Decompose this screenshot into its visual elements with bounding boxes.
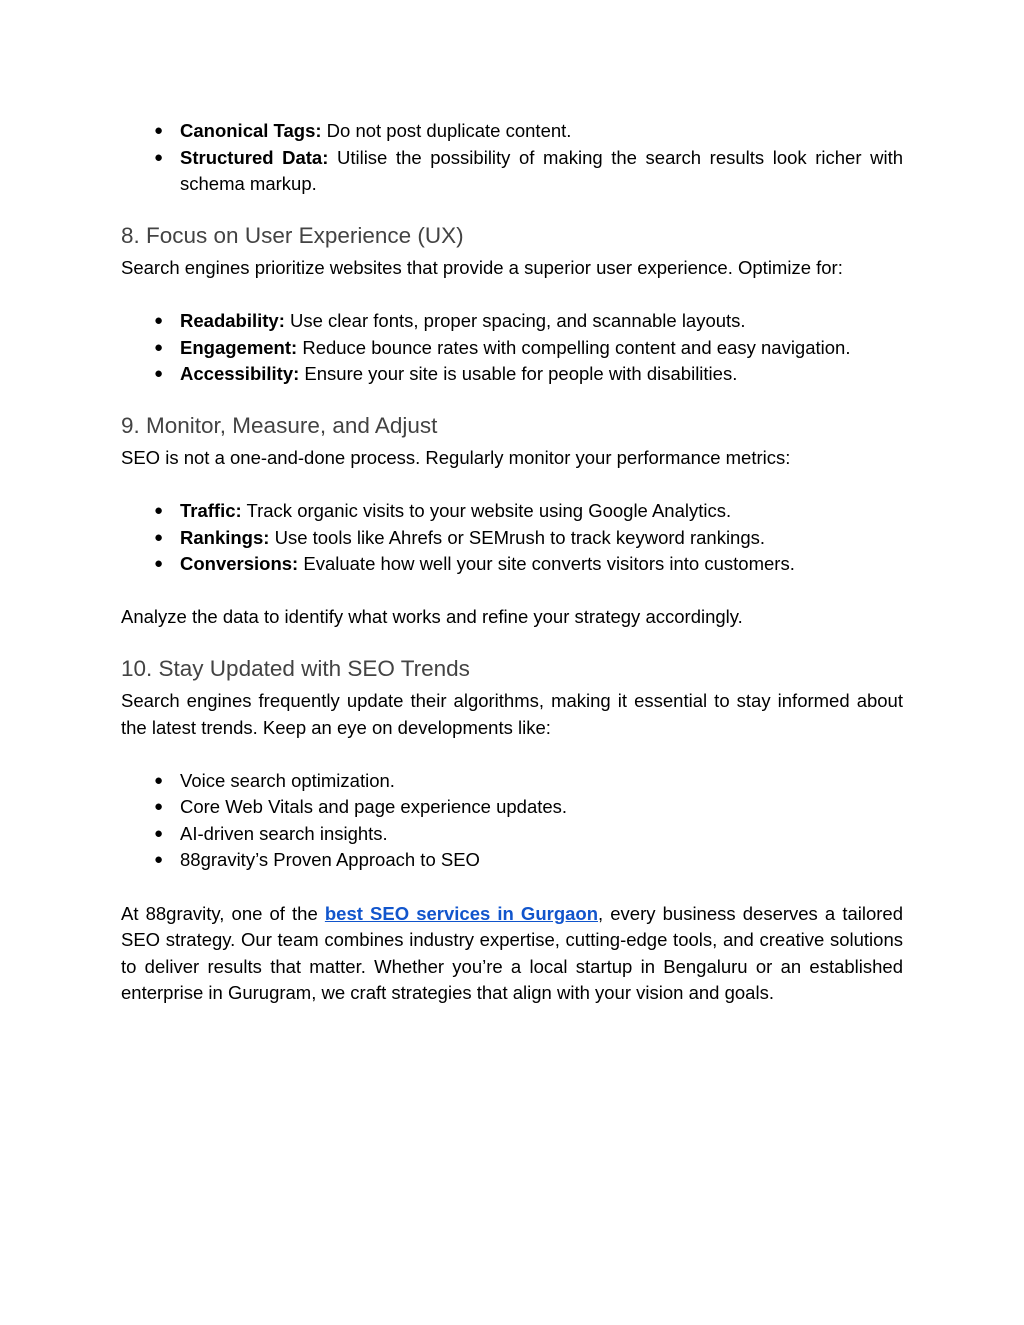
bullet-icon: ● xyxy=(154,365,164,383)
list-item-text: Utilise the possibility of making the search results look richer with schema markup. xyxy=(180,146,903,195)
document-body xyxy=(121,118,903,1007)
closing-text-end: , every business deserves a tailored SEO strategy. Our team combines industry expertise, cutting-edge tools, and creative solutions to deliver results that matter. Whether you’re a local startup in Bengaluru or an established enterprise in Gurugram, we craft strategies that align with your vision and goals. xyxy=(121,902,903,1004)
bullet-icon: ● xyxy=(154,311,164,329)
list-item-text: Voice search optimization. xyxy=(180,769,395,791)
list-item-term: Traffic: xyxy=(180,499,242,521)
list-item-text: Evaluate how well your site converts visitors into customers. xyxy=(298,553,795,575)
closing-text-start: At 88gravity, one of the xyxy=(121,902,325,924)
closing-paragraph xyxy=(121,901,903,1007)
list-item xyxy=(121,361,903,388)
bullet-list-metrics xyxy=(121,498,903,578)
list-item-term: Canonical Tags: xyxy=(180,120,322,141)
list-item-term: Conversions: xyxy=(180,553,299,575)
bullet-icon: ● xyxy=(154,555,164,573)
seo-services-link[interactable]: best SEO services in Gurgaon xyxy=(324,902,599,924)
list-item-term: Readability: xyxy=(180,309,285,331)
list-item-text: Reduce bounce rates with compelling content and easy navigation. xyxy=(297,336,851,358)
list-item xyxy=(121,335,903,362)
bullet-icon: ● xyxy=(154,148,164,166)
bullet-icon: ● xyxy=(154,528,164,546)
bullet-icon: ● xyxy=(154,798,164,816)
list-item xyxy=(121,118,903,145)
list-item xyxy=(121,551,903,578)
list-item-text: Track organic visits to your website using Google Analytics. xyxy=(241,499,732,521)
section-heading: 10. Stay Updated with SEO Trends xyxy=(121,655,470,681)
list-item xyxy=(121,768,903,795)
list-item-term: Engagement: xyxy=(180,336,298,358)
list-item-text: Use tools like Ahrefs or SEMrush to track keyword rankings. xyxy=(269,526,766,548)
bullet-icon: ● xyxy=(154,501,164,519)
list-item xyxy=(121,821,903,848)
section-intro: Search engines prioritize websites that provide a superior user experience. Optimize for: xyxy=(121,256,843,278)
section-outro: Analyze the data to identify what works and refine your strategy accordingly. xyxy=(121,606,743,628)
list-item xyxy=(121,308,903,335)
section-intro: SEO is not a one-and-done process. Regularly monitor your performance metrics: xyxy=(121,446,791,468)
bullet-icon: ● xyxy=(154,338,164,356)
list-item xyxy=(121,145,903,198)
list-item-term: Rankings: xyxy=(180,526,270,548)
bullet-icon: ● xyxy=(154,824,164,842)
list-item xyxy=(121,794,903,821)
list-item xyxy=(121,525,903,552)
bullet-list-trends xyxy=(121,768,903,874)
section-heading: 9. Monitor, Measure, and Adjust xyxy=(121,412,438,438)
section-intro: Search engines frequently update their algorithms, making it essential to stay informed about the latest trends. Keep an eye on developments like: xyxy=(121,689,903,738)
list-item-text: Core Web Vitals and page experience updates. xyxy=(180,796,568,818)
list-item-text: Do not post duplicate content. xyxy=(321,120,572,141)
bullet-list-ux xyxy=(121,308,903,388)
bullet-icon: ● xyxy=(154,771,164,789)
list-item-text: Ensure your site is usable for people with disabilities. xyxy=(299,363,738,385)
list-item-text: 88gravity’s Proven Approach to SEO xyxy=(180,849,480,871)
bullet-icon: ● xyxy=(154,851,164,869)
bullet-list-top xyxy=(121,118,903,198)
list-item-term: Structured Data: xyxy=(180,146,329,168)
list-item-text: Use clear fonts, proper spacing, and scannable layouts. xyxy=(284,309,746,331)
list-item-term: Accessibility: xyxy=(180,363,300,385)
list-item xyxy=(121,847,903,874)
list-item xyxy=(121,498,903,525)
bullet-icon: ● xyxy=(154,122,164,139)
section-heading: 8. Focus on User Experience (UX) xyxy=(121,222,464,248)
list-item-text: AI-driven search insights. xyxy=(180,822,388,844)
